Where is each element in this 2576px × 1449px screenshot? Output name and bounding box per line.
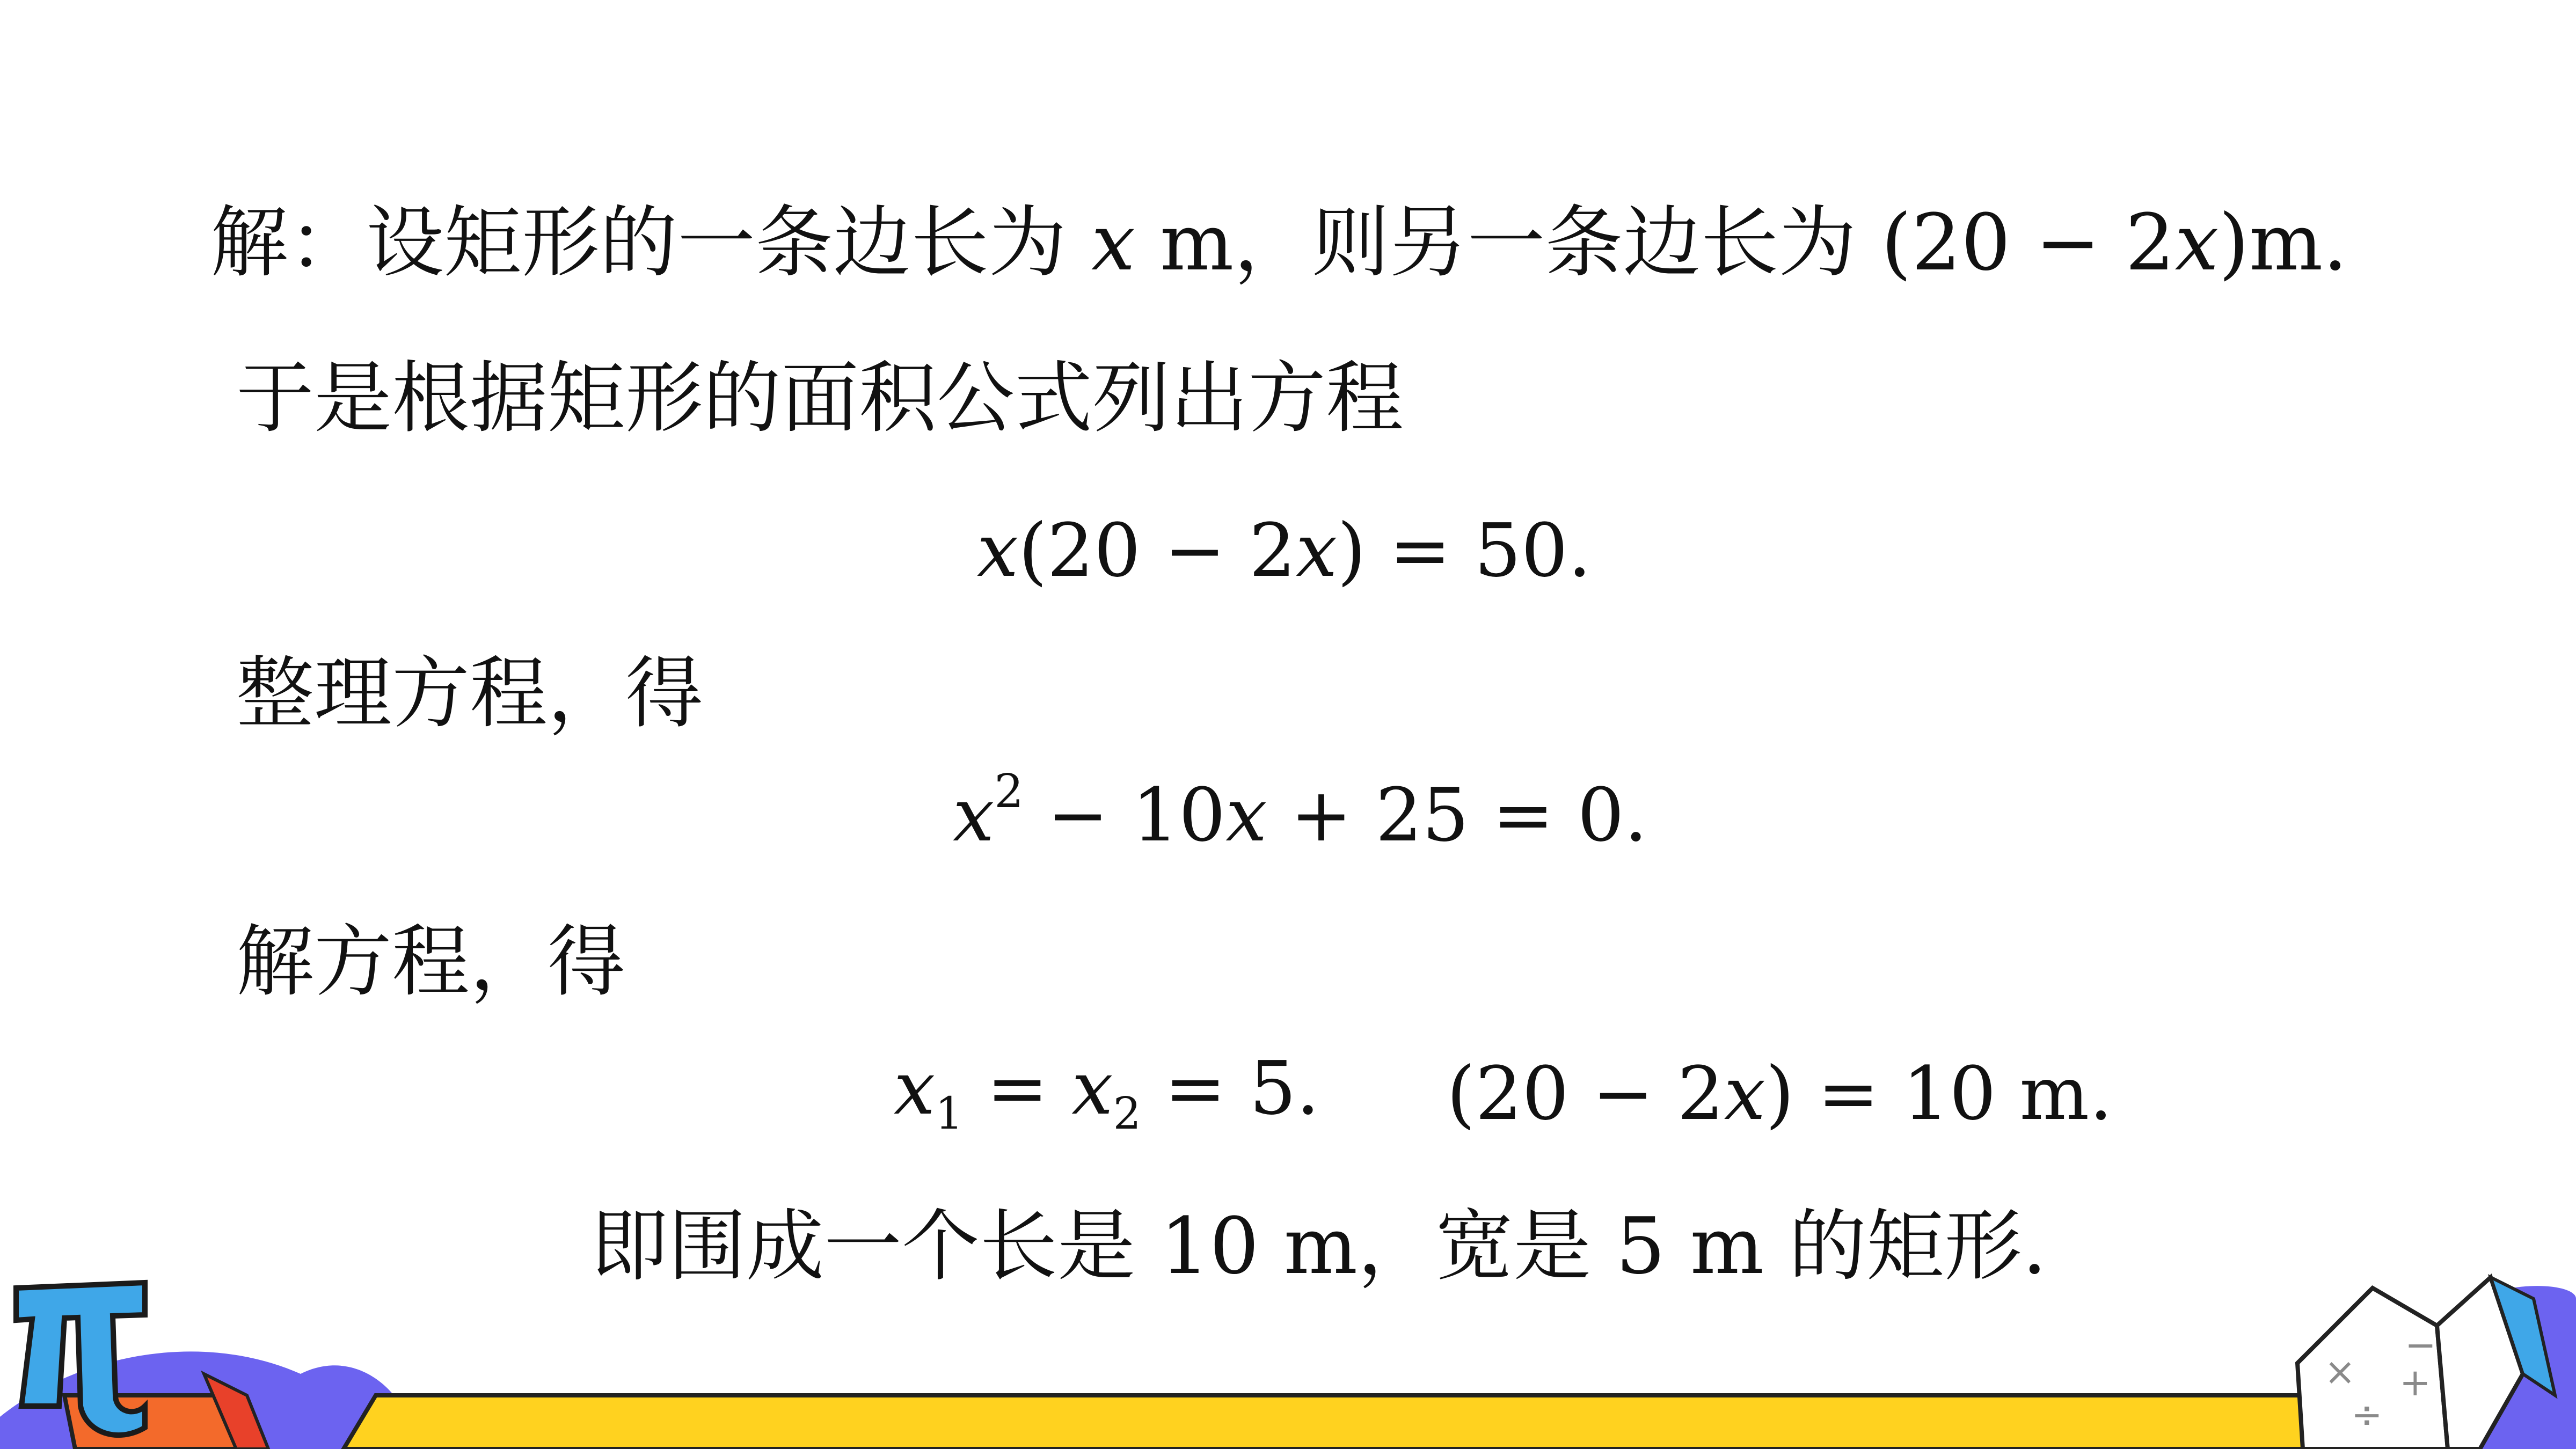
eq3-x1: x	[894, 1046, 936, 1131]
eq3-rhs-var: x	[1724, 1051, 1766, 1137]
equation-3	[894, 1046, 1320, 1139]
times-glyph: ×	[2324, 1350, 2356, 1394]
line1-expr: (20 − 2	[1881, 197, 2175, 288]
eq1-end: ) = 50.	[1337, 508, 1592, 594]
eq2-var: x	[953, 773, 995, 858]
equation-1	[977, 508, 1592, 594]
solution-line-1	[210, 197, 2348, 288]
conclusion-line: 即围成一个长是 10 m，宽是 5 m 的矩形.	[590, 1201, 2047, 1292]
line1-expr-variable: x	[2174, 197, 2219, 288]
line1-prefix: 解：设矩形的一条边长为	[210, 197, 1067, 288]
line1-unit: m，则另一条边长为	[1159, 197, 1857, 288]
solution-line-6: 解方程，得	[236, 917, 625, 1007]
eq3-result: = 5.	[1164, 1046, 1320, 1131]
eq3-rhs-end: ) = 10 m.	[1765, 1051, 2113, 1137]
eq1-var2: x	[1296, 508, 1338, 594]
plus-glyph: +	[2399, 1360, 2431, 1404]
solution-line-2: 于是根据矩形的面积公式列出方程	[236, 353, 1404, 444]
eq2-mid: − 10	[1047, 773, 1226, 858]
eq3-sub2: 2	[1113, 1088, 1141, 1139]
equation-3-rhs	[1447, 1051, 2113, 1137]
equation-2	[953, 765, 1648, 858]
eq2-end: + 25 = 0.	[1290, 773, 1648, 858]
eq3-rhs-start: (20 − 2	[1447, 1051, 1724, 1137]
line1-variable: x	[1091, 197, 1135, 288]
eq1-body: (20 − 2	[1018, 508, 1296, 594]
eq2-var2: x	[1225, 773, 1267, 858]
minus-glyph: −	[2405, 1323, 2436, 1367]
solution-line-4: 整理方程，得	[236, 648, 703, 739]
eq3-sub1: 1	[935, 1088, 964, 1139]
line1-expr-end: )m.	[2219, 197, 2348, 288]
eq2-exponent: 2	[994, 765, 1024, 818]
eq1-var: x	[977, 508, 1019, 594]
yellow-band	[344, 1395, 2330, 1449]
divide-glyph: ÷	[2351, 1393, 2383, 1437]
eq3-equals: =	[987, 1046, 1048, 1131]
eq3-x2: x	[1071, 1046, 1113, 1131]
